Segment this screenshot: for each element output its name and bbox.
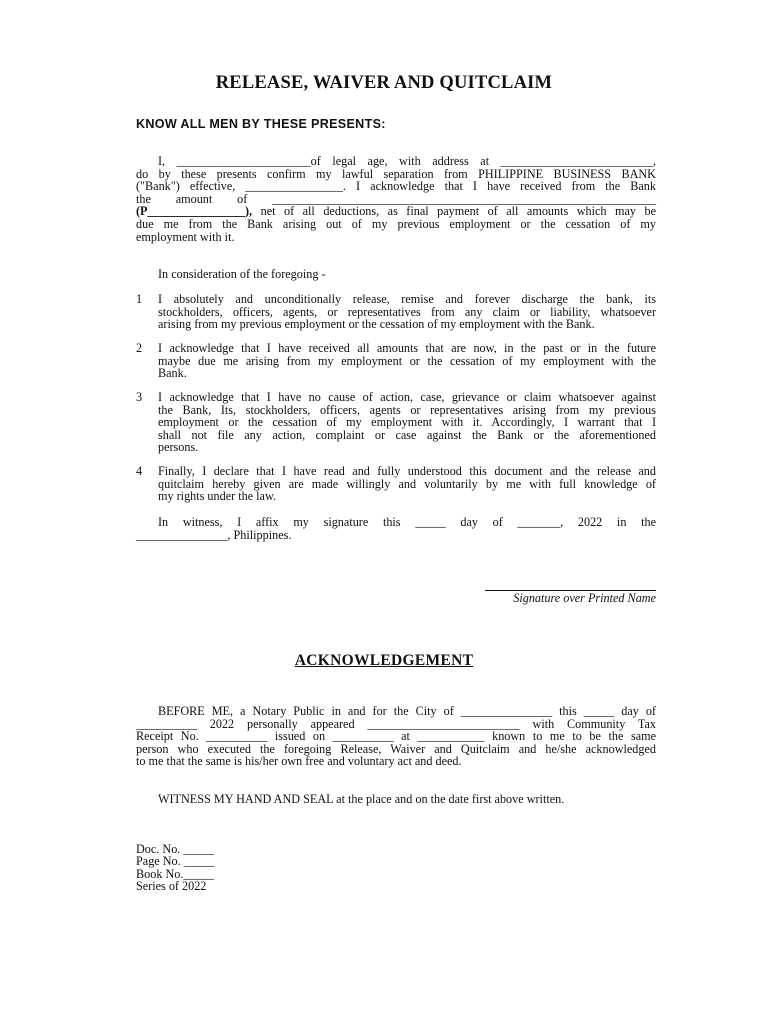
opening-line: I, ______________________of legal age, with address at _________________________, bbox=[158, 154, 656, 168]
item-line: shall not file any action, complaint or case against the Bank or the aforementioned bbox=[158, 427, 656, 442]
item-line: maybe due me arising from my employment or the cessation of my employment with the bbox=[158, 353, 656, 368]
opening-line: do by these presents confirm my lawful separation from PHILIPPINE BUSINESS BANK bbox=[136, 166, 656, 181]
list-item bbox=[158, 391, 656, 454]
acknowledgement-line: __________ 2022 personally appeared _________________________ with Community Tax bbox=[136, 716, 656, 731]
amount-text: net of all deductions, as final payment of all amounts which may be bbox=[252, 204, 656, 219]
opening-line: due me from the Bank arising out of my previous employment or the cessation of my bbox=[136, 216, 656, 231]
acknowledgement-line: BEFORE ME, a Notary Public in and for the City of _______________ this _____ day of bbox=[158, 704, 656, 718]
item-line: I acknowledge that I have no cause of action, case, grievance or claim whatsoever against bbox=[158, 390, 656, 404]
opening-paragraph bbox=[136, 155, 656, 243]
consideration-text: In consideration of the foregoing - bbox=[158, 267, 326, 281]
page-no: Page No. _____ bbox=[136, 854, 215, 869]
doc-no: Doc. No. _____ bbox=[136, 842, 214, 856]
witness-hand-text: WITNESS MY HAND AND SEAL at the place and on the date first above written. bbox=[158, 792, 565, 806]
acknowledgement-paragraph bbox=[136, 705, 656, 768]
signature-label: Signature over Printed Name bbox=[513, 591, 656, 605]
acknowledgement-title: ACKNOWLEDGEMENT bbox=[294, 652, 474, 669]
item-line: the Bank, Its, stockholders, officers, agents or representatives arising from my previous bbox=[158, 402, 656, 417]
notary-details bbox=[136, 843, 214, 893]
item-line: employment or the cessation of my employment with it. Accordingly, I warrant that I bbox=[158, 415, 656, 430]
item-line: arising from my previous employment or the cessation of my employment with the Bank. bbox=[158, 317, 595, 332]
item-line: my rights under the law. bbox=[158, 489, 277, 504]
item-number: 2 bbox=[136, 341, 143, 355]
opening-line: the amount of _______________________________________________________________ bbox=[136, 191, 656, 206]
item-number: 4 bbox=[136, 464, 143, 478]
acknowledgement-line: person who executed the foregoing Release, Waiver and Quitclaim and he/she acknowledged bbox=[136, 741, 656, 756]
witness-line: In witness, I affix my signature this _____ day of _______, 2022 in the bbox=[158, 515, 656, 529]
list-item bbox=[158, 465, 656, 503]
item-line: Bank. bbox=[158, 366, 187, 381]
opening-line: employment with it. bbox=[136, 229, 235, 244]
list-item bbox=[158, 293, 656, 331]
salutation: KNOW ALL MEN BY THESE PRESENTS: bbox=[136, 117, 386, 131]
item-number: 1 bbox=[136, 292, 143, 306]
item-number: 3 bbox=[136, 390, 143, 404]
witness-paragraph bbox=[136, 516, 656, 541]
document-title: RELEASE, WAIVER AND QUITCLAIM bbox=[215, 73, 553, 93]
witness-line: _______________, Philippines. bbox=[136, 527, 292, 542]
item-line: I acknowledge that I have received all amounts that are now, in the past or in the future bbox=[158, 341, 656, 355]
book-no: Book No._____ bbox=[136, 866, 214, 881]
series: Series of 2022 bbox=[136, 879, 207, 894]
item-line: stockholders, officers, agents, or representatives from any claim or liability, whatsoever bbox=[158, 304, 656, 319]
acknowledgement-line: to me that the same is his/her own free and voluntary act and deed. bbox=[136, 754, 462, 769]
item-line: persons. bbox=[158, 440, 199, 455]
amount-blank: (P________________), bbox=[136, 204, 253, 219]
item-line: I absolutely and unconditionally release, remise and forever discharge the bank, its bbox=[158, 292, 656, 306]
acknowledgement-line: Receipt No. __________ issued on __________ at ___________ known to me to be the same bbox=[136, 729, 656, 744]
item-line: quitclaim hereby given are made willingly and voluntarily by me with full knowledge of bbox=[158, 476, 656, 491]
signature-line bbox=[485, 590, 656, 605]
list-item bbox=[158, 342, 656, 380]
item-line: Finally, I declare that I have read and fully understood this document and the release and bbox=[158, 464, 656, 478]
opening-line: ("Bank") effective, ________________. I acknowledge that I have received from the Bank bbox=[136, 179, 656, 194]
